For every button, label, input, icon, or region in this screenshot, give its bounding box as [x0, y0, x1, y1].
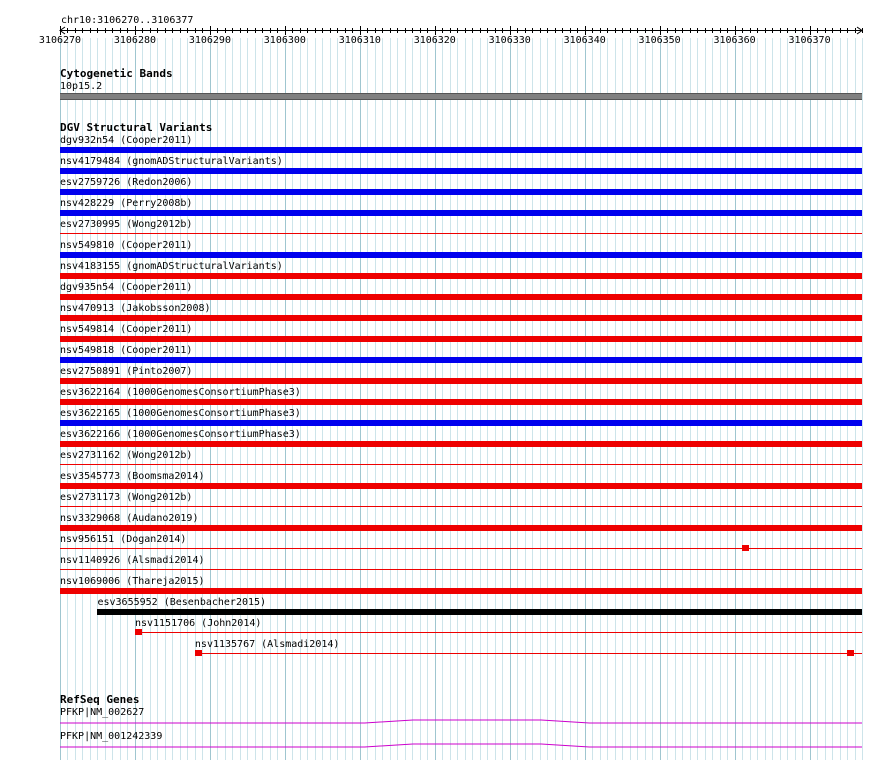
- variant-bar[interactable]: [60, 441, 862, 447]
- variant-label: nsv4183155 (gnomADStructuralVariants): [60, 261, 283, 272]
- variant-label: nsv956151 (Dogan2014): [60, 534, 187, 545]
- ruler-tick-label: 3106280: [113, 35, 157, 46]
- variant-line[interactable]: [60, 506, 862, 507]
- variant-bar[interactable]: [60, 168, 862, 174]
- variant-label: nsv549814 (Cooper2011): [60, 324, 193, 335]
- variant-bar[interactable]: [60, 399, 862, 405]
- variant-exon-box[interactable]: [135, 629, 142, 635]
- variant-line[interactable]: [195, 653, 862, 654]
- variant-label: esv2731173 (Wong2012b): [60, 492, 193, 503]
- variant-label: nsv428229 (Perry2008b): [60, 198, 193, 209]
- locus-label: chr10:3106270..3106377: [61, 15, 194, 26]
- variant-label: esv2750891 (Pinto2007): [60, 366, 193, 377]
- variant-exon-box[interactable]: [195, 650, 202, 656]
- variant-bar[interactable]: [60, 315, 862, 321]
- variant-label: esv3545773 (Boomsma2014): [60, 471, 205, 482]
- variant-bar[interactable]: [60, 483, 862, 489]
- ruler-tick-label: 3106330: [488, 35, 531, 46]
- variant-label: nsv1151706 (John2014): [134, 618, 262, 629]
- track-title-dgv: DGV Structural Variants: [60, 121, 213, 134]
- gene-label: PFKP|NM_002627: [60, 707, 145, 718]
- variant-label: esv2759726 (Redon2006): [60, 177, 193, 188]
- variant-exon-box[interactable]: [742, 545, 749, 551]
- ruler-tick-label: 3106270: [38, 35, 82, 46]
- gene-intron-line: [60, 719, 862, 725]
- variant-label: nsv1069006 (Thareja2015): [60, 576, 205, 587]
- variant-label: nsv4179484 (gnomADStructuralVariants): [60, 156, 283, 167]
- variant-bar[interactable]: [60, 588, 862, 594]
- variant-label: nsv1140926 (Alsmadi2014): [60, 555, 205, 566]
- ruler-tick-label: 3106300: [263, 35, 306, 46]
- cytoband-bar[interactable]: [60, 93, 862, 100]
- track-title-cytobands: Cytogenetic Bands: [60, 67, 173, 80]
- variant-label: dgv932n54 (Cooper2011): [60, 135, 193, 146]
- variant-label: nsv1135767 (Alsmadi2014): [194, 639, 340, 650]
- variant-bar[interactable]: [60, 294, 862, 300]
- variant-label: esv3622164 (1000GenomesConsortiumPhase3): [60, 387, 301, 398]
- variant-label: nsv549810 (Cooper2011): [60, 240, 193, 251]
- ruler-tick-label: 3106320: [413, 35, 456, 46]
- variant-line[interactable]: [135, 632, 862, 633]
- cytoband-label: 10p15.2: [60, 81, 103, 92]
- variant-label: esv2730995 (Wong2012b): [60, 219, 193, 230]
- ruler-tick-label: 3106360: [713, 35, 756, 46]
- variant-label: dgv935n54 (Cooper2011): [60, 282, 193, 293]
- variant-label: nsv470913 (Jakobsson2008): [60, 303, 211, 314]
- gene-intron-line: [60, 743, 862, 749]
- variant-bar[interactable]: [60, 378, 862, 384]
- variant-line[interactable]: [60, 464, 862, 465]
- variant-line[interactable]: [60, 569, 862, 570]
- variant-label: esv3655952 (Besenbacher2015): [97, 597, 267, 608]
- ruler-tick-label: 3106290: [188, 35, 231, 46]
- variant-bar[interactable]: [60, 420, 862, 426]
- variant-bar[interactable]: [97, 609, 862, 615]
- ruler-tick-label: 3106340: [563, 35, 606, 46]
- variant-bar[interactable]: [60, 525, 862, 531]
- variant-bar[interactable]: [60, 189, 862, 195]
- variant-label: esv2731162 (Wong2012b): [60, 450, 193, 461]
- variant-line[interactable]: [60, 233, 862, 234]
- track-title-refseq: RefSeq Genes: [60, 693, 140, 706]
- gene-label: PFKP|NM_001242339: [60, 731, 163, 742]
- ruler-tick-label: 3106350: [638, 35, 681, 46]
- variant-exon-box[interactable]: [847, 650, 854, 656]
- ruler-tick-label: 3106370: [788, 35, 831, 46]
- variant-bar[interactable]: [60, 210, 862, 216]
- variant-bar[interactable]: [60, 273, 862, 279]
- variant-label: nsv549818 (Cooper2011): [60, 345, 193, 356]
- variant-bar[interactable]: [60, 252, 862, 258]
- variant-bar[interactable]: [60, 336, 862, 342]
- variant-label: esv3622166 (1000GenomesConsortiumPhase3): [60, 429, 301, 440]
- variant-bar[interactable]: [60, 147, 862, 153]
- ruler-tick-label: 3106310: [338, 35, 381, 46]
- variant-bar[interactable]: [60, 357, 862, 363]
- variant-label: nsv3329068 (Audano2019): [60, 513, 199, 524]
- variant-label: esv3622165 (1000GenomesConsortiumPhase3): [60, 408, 301, 419]
